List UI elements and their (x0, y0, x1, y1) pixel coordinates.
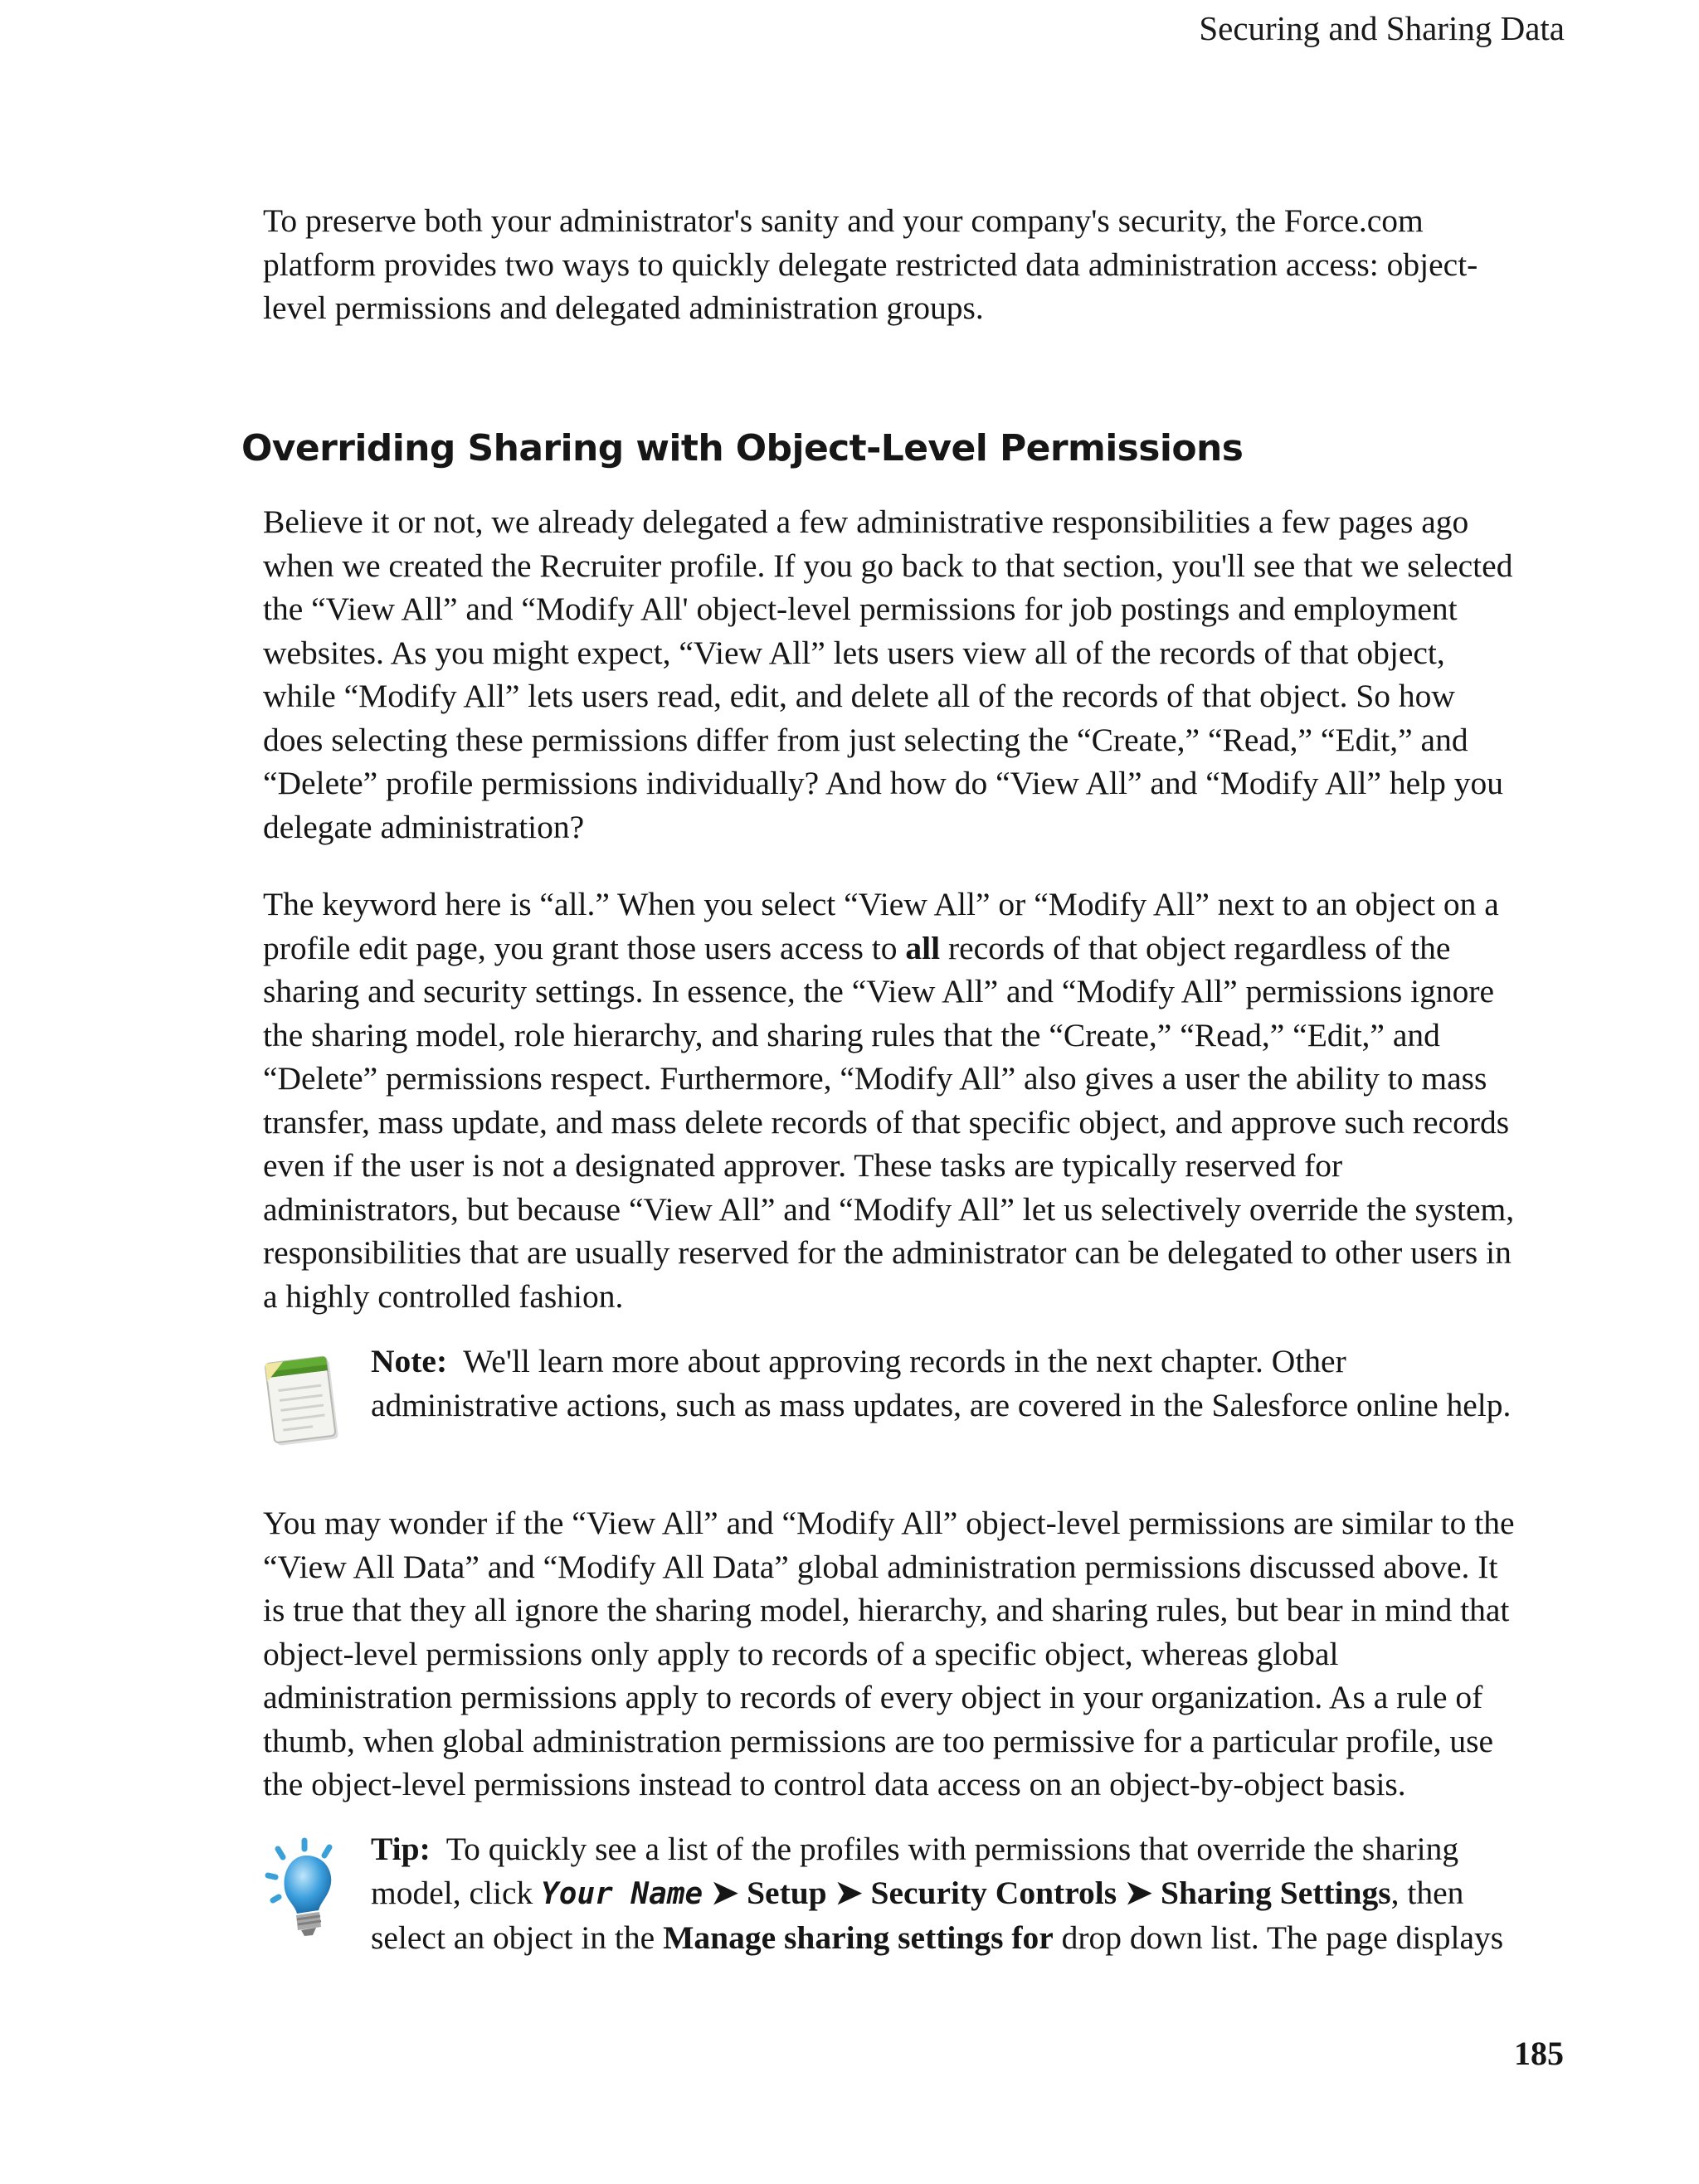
arrow-2: ➤ (835, 1874, 863, 1911)
tip-callout (263, 1827, 1520, 1968)
tip-text-2: , then select an object in the (371, 1874, 1464, 1956)
tip-text-1: To quickly see a list of the profiles with permissions that override the sharing model, click (371, 1831, 1459, 1911)
manage-sharing-list: Manage sharing settings for (663, 1919, 1054, 1956)
body-paragraph-1: Believe it or not, we already delegated a few administrative responsibilities a few pages ago when we created the Recruiter profile. If you go back to that section, you'll see that we selected the “View All” and “Modify All' object-level permissions for job postings and employment websites. As you might expect, “View All” lets users view all of the records of that object, while “Modify All” lets users read, edit, and delete all of the records of that object. So how does selecting these permissions differ from just selecting the “Create,” “Read,” “Edit,” and “Delete” profile permissions individually? And how do “View All” and “Modify All” help you delegate administration? (263, 503, 1513, 845)
note-body: We'll learn more about approving records in the next chapter. Other administrative actions, such as mass updates, are covered in the Salesforce online help. (371, 1343, 1512, 1423)
section-heading: Overriding Sharing with Object-Level Permissions (241, 427, 1244, 469)
intro-paragraph: To preserve both your administrator's sanity and your company's security, the Force.com platform provides two ways to quickly delegate restricted data administration access: object-level permissions and delegated administration groups. (263, 202, 1478, 326)
tip-text-3: drop down list. The page displays (1053, 1919, 1504, 1956)
note-text (371, 1340, 1532, 1427)
running-head: Securing and Sharing Data (1199, 9, 1565, 47)
setup-menu: Setup (747, 1874, 827, 1911)
page-number: 185 (1514, 2035, 1564, 2072)
lightbulb-icon (263, 1837, 343, 1948)
your-name-menu: Your Name (541, 1876, 703, 1911)
notepad-icon (263, 1350, 343, 1452)
p2-text-after: records of that object regardless of the sharing and security settings. In essence, the “View All” and “Modify All” permissions ignore the sharing model, role hierarchy, and sharing rules that the “Create,” “Read,” “Edit,” and “Delete” permissions respect. Furthermore, “Modify All” also gives a user the ability to mass transfer, mass update, and mass delete records of that specific object, and approve such records even if the user is not a designated approver. These tasks are typically reserved for administrators, but because “View All” and “Modify All” let us selectively override the system, responsibilities that are usually reserved for the administrator can be delegated to other users in a highly controlled fashion. (263, 929, 1515, 1315)
body-paragraph-3: You may wonder if the “View All” and “Modify All” object-level permissions are similar to the “View All Data” and “Modify All Data” global administration permissions discussed above. It is true that they all ignore the sharing model, hierarchy, and sharing rules, but bear in mind that object-level permissions only apply to records of a specific object, whereas global administration permissions apply to records of every object in your organization. As a rule of thumb, when global administration permissions are too permissive for a particular profile, use the object-level permissions instead to control data access on an object-by-object basis. (263, 1505, 1515, 1802)
p2-text-before: The keyword here is “all.” When you select “View All” or “Modify All” next to an object on a profile edit page, you grant those users access to (263, 886, 1499, 966)
arrow-1: ➤ (711, 1874, 739, 1911)
body-paragraph-2 (263, 883, 1520, 1318)
p2-bold-all: all (905, 929, 941, 966)
sharing-settings-menu: Sharing Settings (1160, 1874, 1391, 1911)
tip-label: Tip: (371, 1831, 431, 1867)
security-controls-menu: Security Controls (870, 1874, 1117, 1911)
note-label: Note: (371, 1343, 448, 1379)
tip-text (371, 1827, 1532, 1960)
arrow-3: ➤ (1125, 1874, 1153, 1911)
note-callout (263, 1340, 1520, 1464)
